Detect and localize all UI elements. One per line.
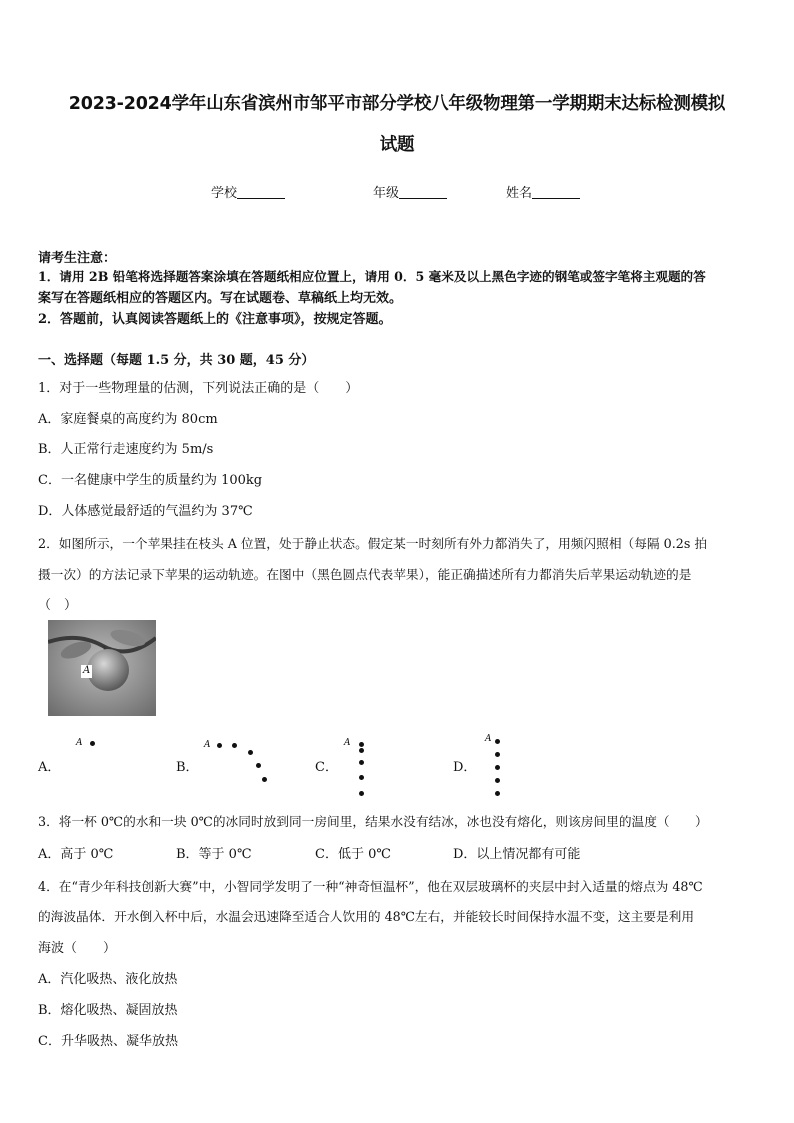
q3-stem: 3．将一杯 0℃的水和一块 0℃的冰同时放到同一房间里，结果水没有结冰，冰也没有熔化，则该房间里的温度（ ）	[38, 814, 708, 829]
q2-c-dot-5	[359, 791, 364, 796]
q3-option-c: C．低于 0℃	[315, 847, 391, 862]
q2-a-dot-1	[90, 741, 95, 746]
q2-b-dot-5	[262, 777, 267, 782]
q2-c-dot-2	[359, 748, 364, 753]
q2-b-dot-4	[256, 763, 261, 768]
notice-heading: 请考生注意：	[38, 251, 117, 266]
apple-branch-image	[48, 620, 156, 716]
q2-d-dot-2	[495, 752, 500, 757]
q2-c-point-label: A	[344, 738, 351, 748]
q2-option-d-label: D．	[453, 760, 477, 775]
q2-d-dot-1	[495, 739, 500, 744]
photo-point-label: A	[83, 665, 91, 676]
name-field	[506, 182, 580, 201]
q2-d-dot-3	[495, 765, 500, 770]
q4-option-c: C．升华吸热、凝华放热	[38, 1034, 178, 1049]
q2-option-a-label: A．	[38, 760, 61, 775]
q4-option-a: A．汽化吸热、液化放热	[38, 972, 178, 987]
q2-stem-line3: （ ）	[38, 598, 78, 613]
q2-stem-line1: 2．如图所示，一个苹果挂在枝头 A 位置，处于静止状态。假定某一时刻所有外力都消失了，用频闪照相（每隔 0.2s 拍	[38, 536, 708, 551]
q3-option-d: D．以上情况都有可能	[453, 847, 581, 862]
name-blank	[532, 185, 580, 199]
q3-option-a: A．高于 0℃	[38, 847, 114, 862]
q2-option-b-label: B．	[176, 760, 199, 775]
q4-stem-line2: 的海波晶体．开水倒入杯中后，水温会迅速降至适合人饮用的 48℃左右，并能较长时间保持水温不变，这主要是利用	[38, 909, 695, 924]
apple-photo	[48, 620, 156, 716]
grade-label: 年级	[373, 186, 400, 201]
q1-option-b: B．人正常行走速度约为 5m/s	[38, 442, 214, 457]
q2-d-dot-4	[495, 778, 500, 783]
q1-option-d: D．人体感觉最舒适的气温约为 37℃	[38, 504, 253, 519]
school-blank	[237, 185, 285, 199]
q2-a-point-label: A	[76, 738, 83, 748]
q4-stem-line3: 海波（ ）	[38, 941, 117, 956]
q2-d-point-label: A	[485, 734, 492, 744]
notice-item1-line1: 1．请用 2B 铅笔将选择题答案涂填在答题纸相应位置上，请用 0．5 毫米及以上黑色字迹的钢笔或签字笔将主观题的答	[38, 269, 706, 284]
name-label: 姓名	[506, 186, 533, 201]
q2-b-point-label: A	[204, 740, 211, 750]
q2-option-c-label: C．	[315, 760, 338, 775]
q2-c-dot-3	[359, 760, 364, 765]
grade-blank	[399, 185, 447, 199]
notice-item1-line2: 案写在答题纸相应的答题区内。写在试题卷、草稿纸上均无效。	[38, 291, 403, 306]
grade-field	[373, 182, 447, 201]
q1-option-c: C．一名健康中学生的质量约为 100kg	[38, 473, 263, 488]
q4-option-b: B．熔化吸热、凝固放热	[38, 1003, 178, 1018]
q2-stem-line2: 摄一次）的方法记录下苹果的运动轨迹。在图中（黑色圆点代表苹果），能正确描述所有力都消失后苹果运动轨迹的是	[38, 567, 692, 582]
school-label: 学校	[211, 186, 238, 201]
q2-c-dot-4	[359, 775, 364, 780]
school-field	[211, 182, 285, 201]
q2-b-dot-1	[217, 743, 222, 748]
q2-b-dot-3	[248, 750, 253, 755]
q1-option-a: A．家庭餐桌的高度约为 80cm	[38, 412, 218, 427]
q2-d-dot-5	[495, 791, 500, 796]
q3-option-b: B．等于 0℃	[176, 847, 252, 862]
q2-c-dot-1	[359, 742, 364, 747]
title-line2: 试题	[379, 135, 415, 155]
q1-stem: 1．对于一些物理量的估测，下列说法正确的是（ ）	[38, 381, 359, 396]
q4-stem-line1: 4．在“青少年科技创新大赛”中，小智同学发明了一种“神奇恒温杯”，他在双层玻璃杯的夹层中封入适量的熔点为 48℃	[38, 879, 703, 894]
q2-b-dot-2	[232, 743, 237, 748]
notice-item2: 2．答题前，认真阅读答题纸上的《注意事项》，按规定答题。	[38, 312, 392, 327]
section-heading: 一、选择题（每题 1.5 分，共 30 题，45 分）	[38, 353, 315, 368]
title-line1: 2023-2024学年山东省滨州市邹平市部分学校八年级物理第一学期期末达标检测模拟	[68, 94, 726, 114]
